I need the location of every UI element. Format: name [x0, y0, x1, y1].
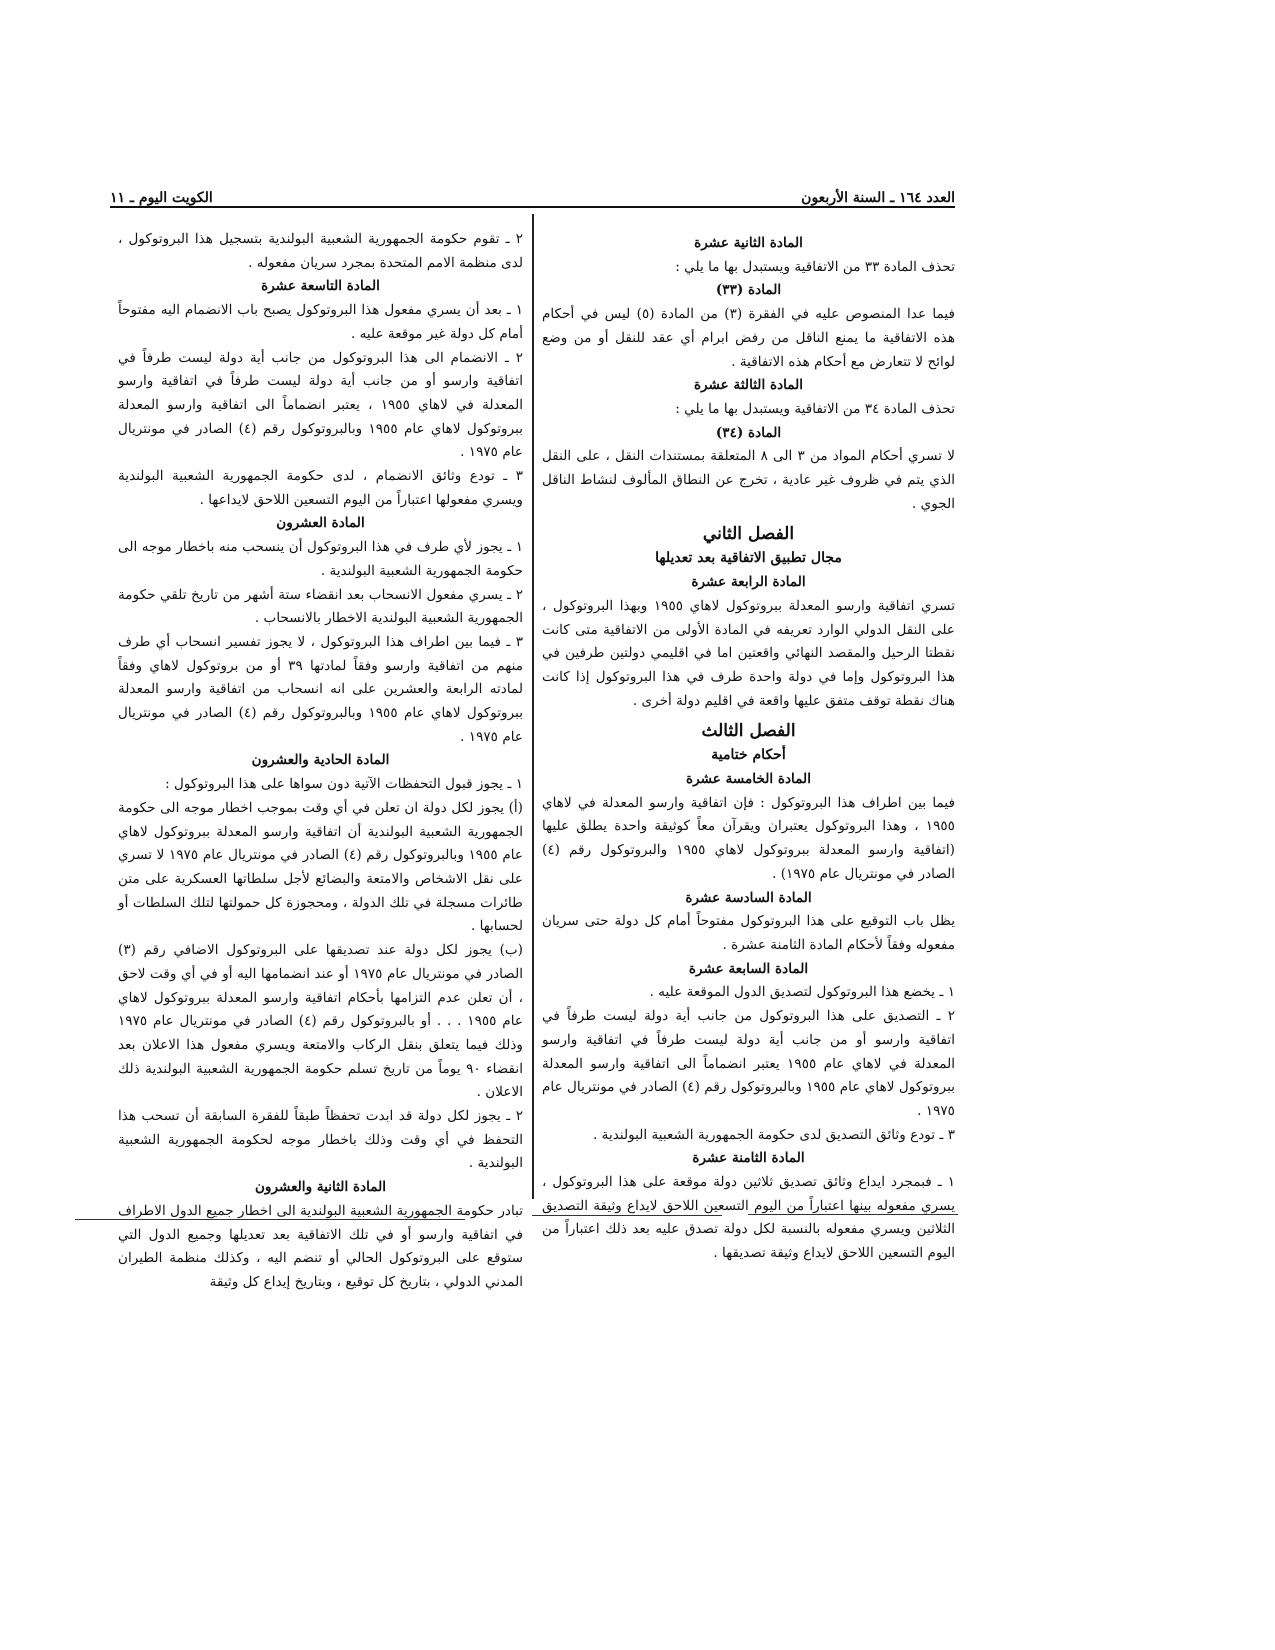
paragraph: ٢ ـ يسري مفعول الانسحاب بعد انقضاء ستة أشهر من تاريخ تلقي حكومة الجمهورية الشعبية البولندية الاخطار بالانسحاب .: [118, 586, 523, 627]
paragraph: ٣ ـ تودع وثائق التصديق لدى حكومة الجمهورية الشعبية البولندية .: [593, 1126, 955, 1143]
paragraph: ٣ ـ تودع وثائق الانضمام ، لدى حكومة الجمهورية الشعبية البولندية ويسري مفعولها اعتباراً من اليوم التسعين اللاحق لايداعها .: [118, 468, 523, 508]
paragraph: ١ ـ يجوز لأي طرف في هذا البروتوكول أن ينسحب منه باخطار موجه الى حكومة الجمهورية الشعبية البولندية .: [118, 539, 523, 579]
paragraph: ٣ ـ فيما بين اطراف هذا البروتوكول ، لا يجوز تفسير انسحاب أي طرف منهم من اتفاقية وارسو وفقاً لمادتها ٣٩ أو من بروتوكول لاهاي وفقاً لمادته الرابعة والعشرين على انه انسحاب من اتفاقية وارسو المعدلة ببروتوكول لاهاي عام ١٩٥٥ وبالبروتوكول رقم (٤) الصادر في مونتريال عام ١٩٧٥ .: [118, 633, 523, 745]
paragraph: ٢ ـ تقوم حكومة الجمهورية الشعبية البولندية بتسجيل هذا البروتوكول ، لدى منظمة الامم المتحدة بمجرد سريان مفعوله .: [118, 231, 523, 271]
footer-rule-right: [748, 1214, 958, 1215]
paragraph: تبادر حكومة الجمهورية الشعبية البولندية الى اخطار جميع الدول الاطراف في اتفاقية وارسو أو في تلك الاتفاقية بعد تعديلها وجميع الدول التي ستوقع على البروتوكول الحالي أو تنضم اليه ، وكذلك منظمة الطيران المدني الدولي ، بتاريخ كل توقيع ، وبتاريخ إيداع كل وثيقة: [118, 1202, 523, 1290]
paragraph: فيما بين اطراف هذا البروتوكول : فإن اتفاقية وارسو المعدلة في لاهاي ١٩٥٥ ، وهذا البروتوكول يعتبران ويقرآن معاً كوثيقة واحدة يطلق عليها (اتفاقية وارسو المعدلة ببروتوكول لاهاي ١٩٥٥ والبروتوكول رقم (٤) الصادر في مونتريال عام ١٩٧٥) .: [542, 794, 955, 882]
article-heading: المادة الحادية والعشرون: [251, 752, 390, 769]
article-heading: المادة الثامنة عشرة: [692, 1150, 805, 1167]
page-header: [110, 190, 955, 212]
article-heading: المادة الرابعة عشرة: [691, 574, 806, 591]
article-heading: المادة الثانية عشرة: [694, 235, 803, 251]
chapter-subtitle: أحكام ختامية: [711, 747, 786, 764]
footer-rule-middle: [532, 1215, 722, 1216]
paragraph: ١ ـ بعد أن يسري مفعول هذا البروتوكول يصبح باب الانضمام اليه مفتوحاً أمام كل دولة غير موقعة عليه .: [118, 302, 523, 342]
paragraph: ٢ ـ يجوز لكل دولة قد ابدت تحفظاً طبقاً للفقرة السابقة أن تسحب هذا التحفظ في أي وقت وذلك باخطار موجه لحكومة الجمهورية الشعبية البولندية .: [118, 1108, 523, 1172]
header-rule: [110, 206, 955, 208]
footer-rule-left: [75, 1219, 465, 1220]
article-heading: المادة السابعة عشرة: [688, 960, 809, 977]
paragraph: ١ ـ يجوز قبول التحفظات الآتية دون سواها على هذا البروتوكول :: [165, 776, 523, 793]
article-heading: المادة العشرون: [276, 515, 365, 532]
chapter-subtitle: مجال تطبيق الاتفاقية بعد تعديلها: [655, 550, 842, 567]
paragraph: (أ) يجوز لكل دولة ان تعلن في أي وقت بموجب اخطار موجه الى حكومة الجمهورية الشعبية البولندية أن اتفاقية وارسو المعدلة ببروتوكول لاهاي عام ١٩٥٥ وبالبروتوكول رقم (٤) الصادر في مونتريال عام ١٩٧٥ لا تسري على نقل الاشخاص والامتعة والبضائع لأجل سلطاتها العسكرية على متن طائرات مسجلة في تلك الدولة ، ومحجوزة كل حمولتها لتلك السلطات أو لحسابها .: [118, 799, 523, 935]
paragraph: ٢ ـ الانضمام الى هذا البروتوكول من جانب أية دولة ليست طرفاً في اتفاقية وارسو أو من جانب أية دولة ليست طرفاً في اتفاقية وارسو المعدلة في لاهاي ١٩٥٥ ، يعتبر انضماماً الى اتفاقية وارسو المعدلة ببروتوكول لاهاي عام ١٩٥٥ وبالبروتوكول رقم (٤) الصادر في مونتريال عام ١٩٧٥ .: [118, 349, 523, 461]
article-heading: المادة التاسعة عشرة: [261, 278, 380, 295]
paragraph: تحذف المادة ٣٤ من الاتفاقية ويستبدل بها ما يلي :: [675, 400, 955, 417]
chapter-heading: الفصل الثاني: [702, 524, 795, 545]
paragraph: لا تسري أحكام المواد من ٣ الى ٨ المتعلقة بمستندات النقل ، على النقل الذي يتم في ظروف غير عادية ، تخرج عن النطاق المألوف لنشاط الناقل الجوي .: [542, 448, 955, 512]
paragraph: ١ ـ يخضع هذا البروتوكول لتصديق الدول الموقعة عليه .: [649, 984, 955, 1001]
chapter-heading: الفصل الثالث: [701, 721, 796, 742]
paragraph: فيما عدا المنصوص عليه في الفقرة (٣) من المادة (٥) ليس في أحكام هذه الاتفاقية ما يمنع الناقل من رفض ابرام أي عقد للنقل أو من وضع لوائح لا تتعارض مع أحكام هذه الاتفاقية .: [542, 306, 956, 370]
left-column: [118, 228, 523, 1295]
paragraph: تسري اتفاقية وارسو المعدلة ببروتوكول لاهاي ١٩٥٥ وبهذا البروتوكول ، على النقل الدولي الوارد تعريفه في المادة الأولى من الاتفاقية متى كانت نقطتا الرحيل والمقصد النهائي واقعتين اما في اقليمي دولتين طرفين في هذا البروتوكول وإما في دولة واحدة طرف في هذا البروتوكول إذا كانت هناك نقطة توقف متفق عليها واقعة في اقليم دولة أخرى .: [542, 597, 955, 709]
column-divider: [532, 214, 534, 1199]
article-heading: المادة الثانية والعشرون: [254, 1179, 387, 1196]
article-heading: المادة الثالثة عشرة: [693, 377, 804, 394]
paragraph: تحذف المادة ٣٣ من الاتفاقية ويستبدل بها ما يلي :: [675, 258, 955, 275]
article-heading: المادة (٣٣): [715, 282, 782, 299]
paragraph: ٢ ـ التصديق على هذا البروتوكول من جانب أية دولة ليست طرفاً في اتفاقية وارسو أو من جانب أية دولة ليست طرفاً في اتفاقية وارسو المعدلة في لاهاي عام ١٩٥٥ يعتبر انضماماً الى اتفاقية وارسو المعدلة ببروتوكول لاهاي عام ١٩٥٥ وبالبروتوكول رقم (٤) الصادر في مونتريال عام ١٩٧٥ .: [542, 1008, 956, 1119]
article-heading: المادة (٣٤): [715, 424, 782, 441]
paragraph: (ب) يجوز لكل دولة عند تصديقها على البروتوكول الاضافي رقم (٣) الصادر في مونتريال عام ١٩٧٥ أو عند انضمامها اليه أو في أي وقت لاحق ، أن تعلن عدم التزامها بأحكام اتفاقية وارسو المعدلة ببروتوكول لاهاي عام ١٩٥٥ . . . أو بالبروتوكول رقم (٤) الصادر في مونتريال عام ١٩٧٥ وذلك فيما يتعلق بنقل الركاب والامتعة ويسري مفعول هذا الاعلان بعد انقضاء ٩٠ يوماً من تاريخ تسلم حكومة الجمهورية الشعبية البولندية ذلك الاعلان .: [118, 942, 523, 1101]
right-column: [542, 232, 955, 1266]
newspaper-title: الكويت اليوم ـ ١١: [110, 190, 213, 206]
article-heading: المادة الخامسة عشرة: [686, 771, 811, 788]
issue-number: العدد ١٦٤ ـ السنة الأربعون: [801, 190, 955, 206]
article-heading: المادة السادسة عشرة: [685, 889, 812, 906]
paragraph: يظل باب التوقيع على هذا البروتوكول مفتوحاً أمام كل دولة حتى سريان مفعوله وفقاً لأحكام المادة الثامنة عشرة .: [542, 913, 955, 953]
paragraph: ١ ـ فبمجرد ايداع وثائق تصديق ثلاثين دولة موقعة على هذا البروتوكول ، يسري مفعوله بينها اعتباراً من اليوم التسعين اللاحق لايداع وثيقة التصديق الثلاثين ويسري مفعوله بالنسبة لكل دولة تصدق عليه بعد ذلك اعتباراً من اليوم التسعين اللاحق لايداع وثيقة تصديقها .: [542, 1174, 955, 1262]
